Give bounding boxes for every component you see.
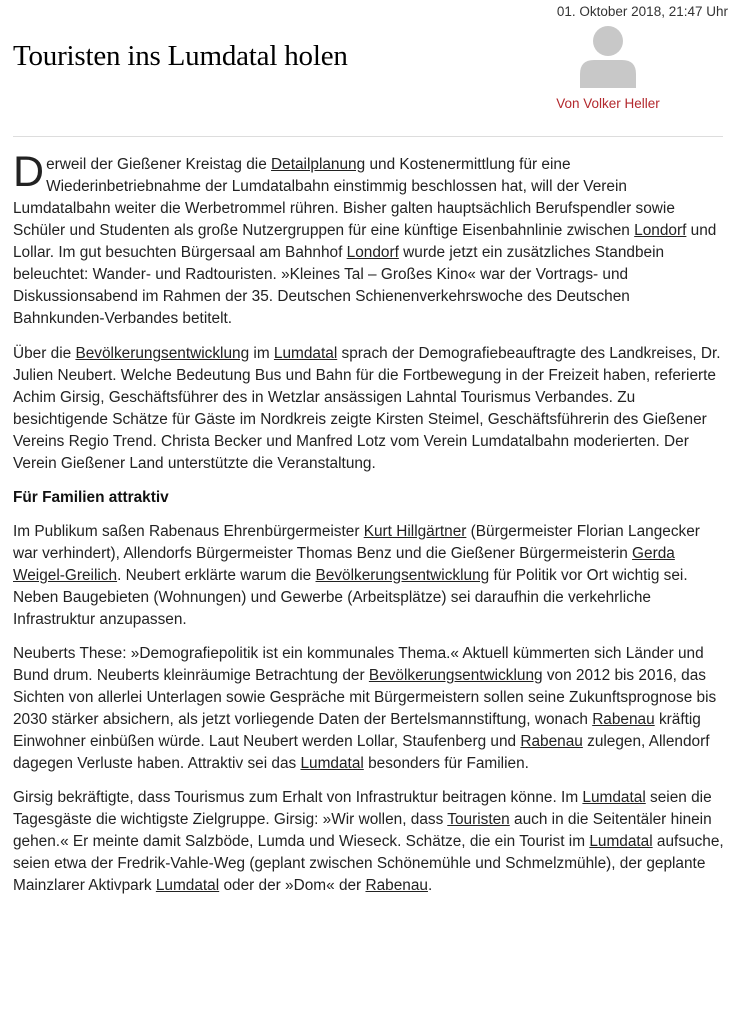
text-segment: seien die Tagesgäste die wichtigste Zielgruppe. Girsig: »Wir wollen, dass: [13, 789, 712, 828]
text-segment: im: [249, 345, 274, 362]
text-segment: Im Publikum saßen Rabenaus Ehrenbürgermeister: [13, 523, 364, 540]
author-name[interactable]: Von Volker Heller: [556, 96, 660, 111]
text-segment: und Lollar. Im gut besuchten Bürgersaal am Bahnhof: [13, 222, 717, 261]
text-segment: von 2012 bis 2016, das Sichten von allerlei Unterlagen sowie Gespräche mit Bürgermeistern sollen seine Zukunftsprognose bis 2030 stärker absichern, als jetzt vorliegende Daten der Bertelsmannstiftung, wonach: [13, 667, 717, 728]
keyword-link[interactable]: Bevölkerungsentwicklung: [75, 345, 250, 362]
keyword-link[interactable]: Lumdatal: [300, 755, 364, 772]
text-segment: Girsig bekräftigte, dass Tourismus zum Erhalt von Infrastruktur beitragen könne. Im: [13, 789, 583, 806]
paragraph-4: [13, 643, 725, 775]
keyword-link[interactable]: Rabenau: [520, 733, 583, 750]
keyword-link[interactable]: Bevölkerungsentwicklung: [315, 567, 490, 584]
keyword-link[interactable]: Lumdatal: [582, 789, 646, 806]
keyword-link[interactable]: Rabenau: [365, 877, 428, 894]
person-silhouette-icon: [578, 22, 638, 88]
text-segment: auch in die Seitentäler hinein gehen.« Er meinte damit Salzböde, Lumda und Wieseck. Schätze, die ein Tourist im: [13, 811, 712, 850]
keyword-link[interactable]: Gerda Weigel-Greilich: [13, 545, 675, 584]
keyword-link[interactable]: Detailplanung: [271, 156, 366, 173]
text-segment: für Politik vor Ort wichtig sei. Neben Baugebieten (Wohnungen) und Gewerbe (Arbeitsplätze) sei daraufhin die verkehrliche Infrastruktur anzupassen.: [13, 567, 688, 628]
article-title: Touristen ins Lumdatal holen: [13, 40, 348, 72]
text-segment: wurde jetzt ein zusätzliches Standbein beleuchtet: Wander- und Radtouristen. »Kleines Tal – Großes Kino« war der Vortrags- und Diskussionsabend im Rahmen der 35. Deutschen Schienenverkehrswoche des Deutschen Bahnkunden-Verbandes betitelt.: [13, 244, 665, 327]
paragraph-2: [13, 343, 725, 475]
paragraph-5: [13, 787, 725, 897]
header-divider: [13, 136, 723, 137]
text-segment: sprach der Demografiebeauftragte des Landkreises, Dr. Julien Neubert. Welche Bedeutung Bus und Bahn für die Fortbewegung in der Freizeit haben, referierte Achim Girsig, Geschäftsführer des in Wetzlar ansässigen Lahntal Tourismus Verbandes. Zu besichtigende Schätze für Gäste im Nordkreis zeigte Kirsten Steimel, Geschäftsführerin des Gießener Vereins Regio Trend. Christa Becker und Manfred Lotz vom Verein Lumdatalbahn moderierten. Der Verein Gießener Land unterstützte die Veranstaltung.: [13, 345, 721, 472]
section-subheading: Für Familien attraktiv: [13, 489, 169, 506]
text-segment: aufsuche, seien etwa der Fredrik-Vahle-Weg (geplant zwischen Schönemühle und Schmelzmühle), der geplante Mainzlarer Aktivpark: [13, 833, 724, 894]
publish-date: 01. Oktober 2018, 21:47 Uhr: [556, 4, 728, 19]
text-segment: Neuberts These: »Demografiepolitik ist ein kommunales Thema.« Aktuell kümmerten sich Länder und Bund drum. Neuberts kleinräumige Betrachtung der: [13, 645, 704, 684]
text-segment: erweil der Gießener Kreistag die: [46, 156, 272, 173]
article-body: [13, 148, 725, 909]
keyword-link[interactable]: Londorf: [634, 222, 687, 239]
keyword-link[interactable]: Kurt Hillgärtner: [363, 523, 467, 540]
keyword-link[interactable]: Lumdatal: [273, 345, 338, 362]
keyword-link[interactable]: Bevölkerungsentwicklung: [368, 667, 543, 684]
keyword-link[interactable]: Rabenau: [592, 711, 655, 728]
text-segment: .: [427, 877, 433, 894]
text-segment: oder der »Dom« der: [219, 877, 366, 894]
text-segment: kräftig Einwohner einbüßen würde. Laut Neubert werden Lollar, Staufenberg und: [13, 711, 701, 750]
text-segment: besonders für Familien.: [363, 755, 529, 772]
text-segment: (Bürgermeister Florian Langecker war verhindert), Allendorfs Bürgermeister Thomas Benz und die Gießener Bürgermeisterin: [13, 523, 700, 562]
drop-cap: D: [13, 148, 45, 196]
keyword-link[interactable]: Touristen: [447, 811, 510, 828]
text-segment: Über die: [13, 345, 76, 362]
text-segment: zulegen, Allendorf dagegen Verluste haben. Attraktiv sei das: [13, 733, 710, 772]
keyword-link[interactable]: Londorf: [346, 244, 399, 261]
keyword-link[interactable]: Lumdatal: [589, 833, 653, 850]
keyword-link[interactable]: Lumdatal: [155, 877, 220, 894]
author-block[interactable]: [548, 22, 668, 111]
paragraph-3: [13, 521, 725, 631]
text-segment: und Kostenermittlung für eine Wiederinbetriebnahme der Lumdatalbahn einstimmig beschlossen hat, will der Verein Lumdatalbahn weiter die Werbetrommel rühren. Bisher galten hauptsächlich Berufspendler sowie Schüler und Studenten als große Nutzergruppen für eine künftige Eisenbahnlinie zwischen: [13, 156, 675, 239]
paragraph-1: [13, 148, 725, 330]
text-segment: . Neubert erklärte warum die: [117, 567, 316, 584]
